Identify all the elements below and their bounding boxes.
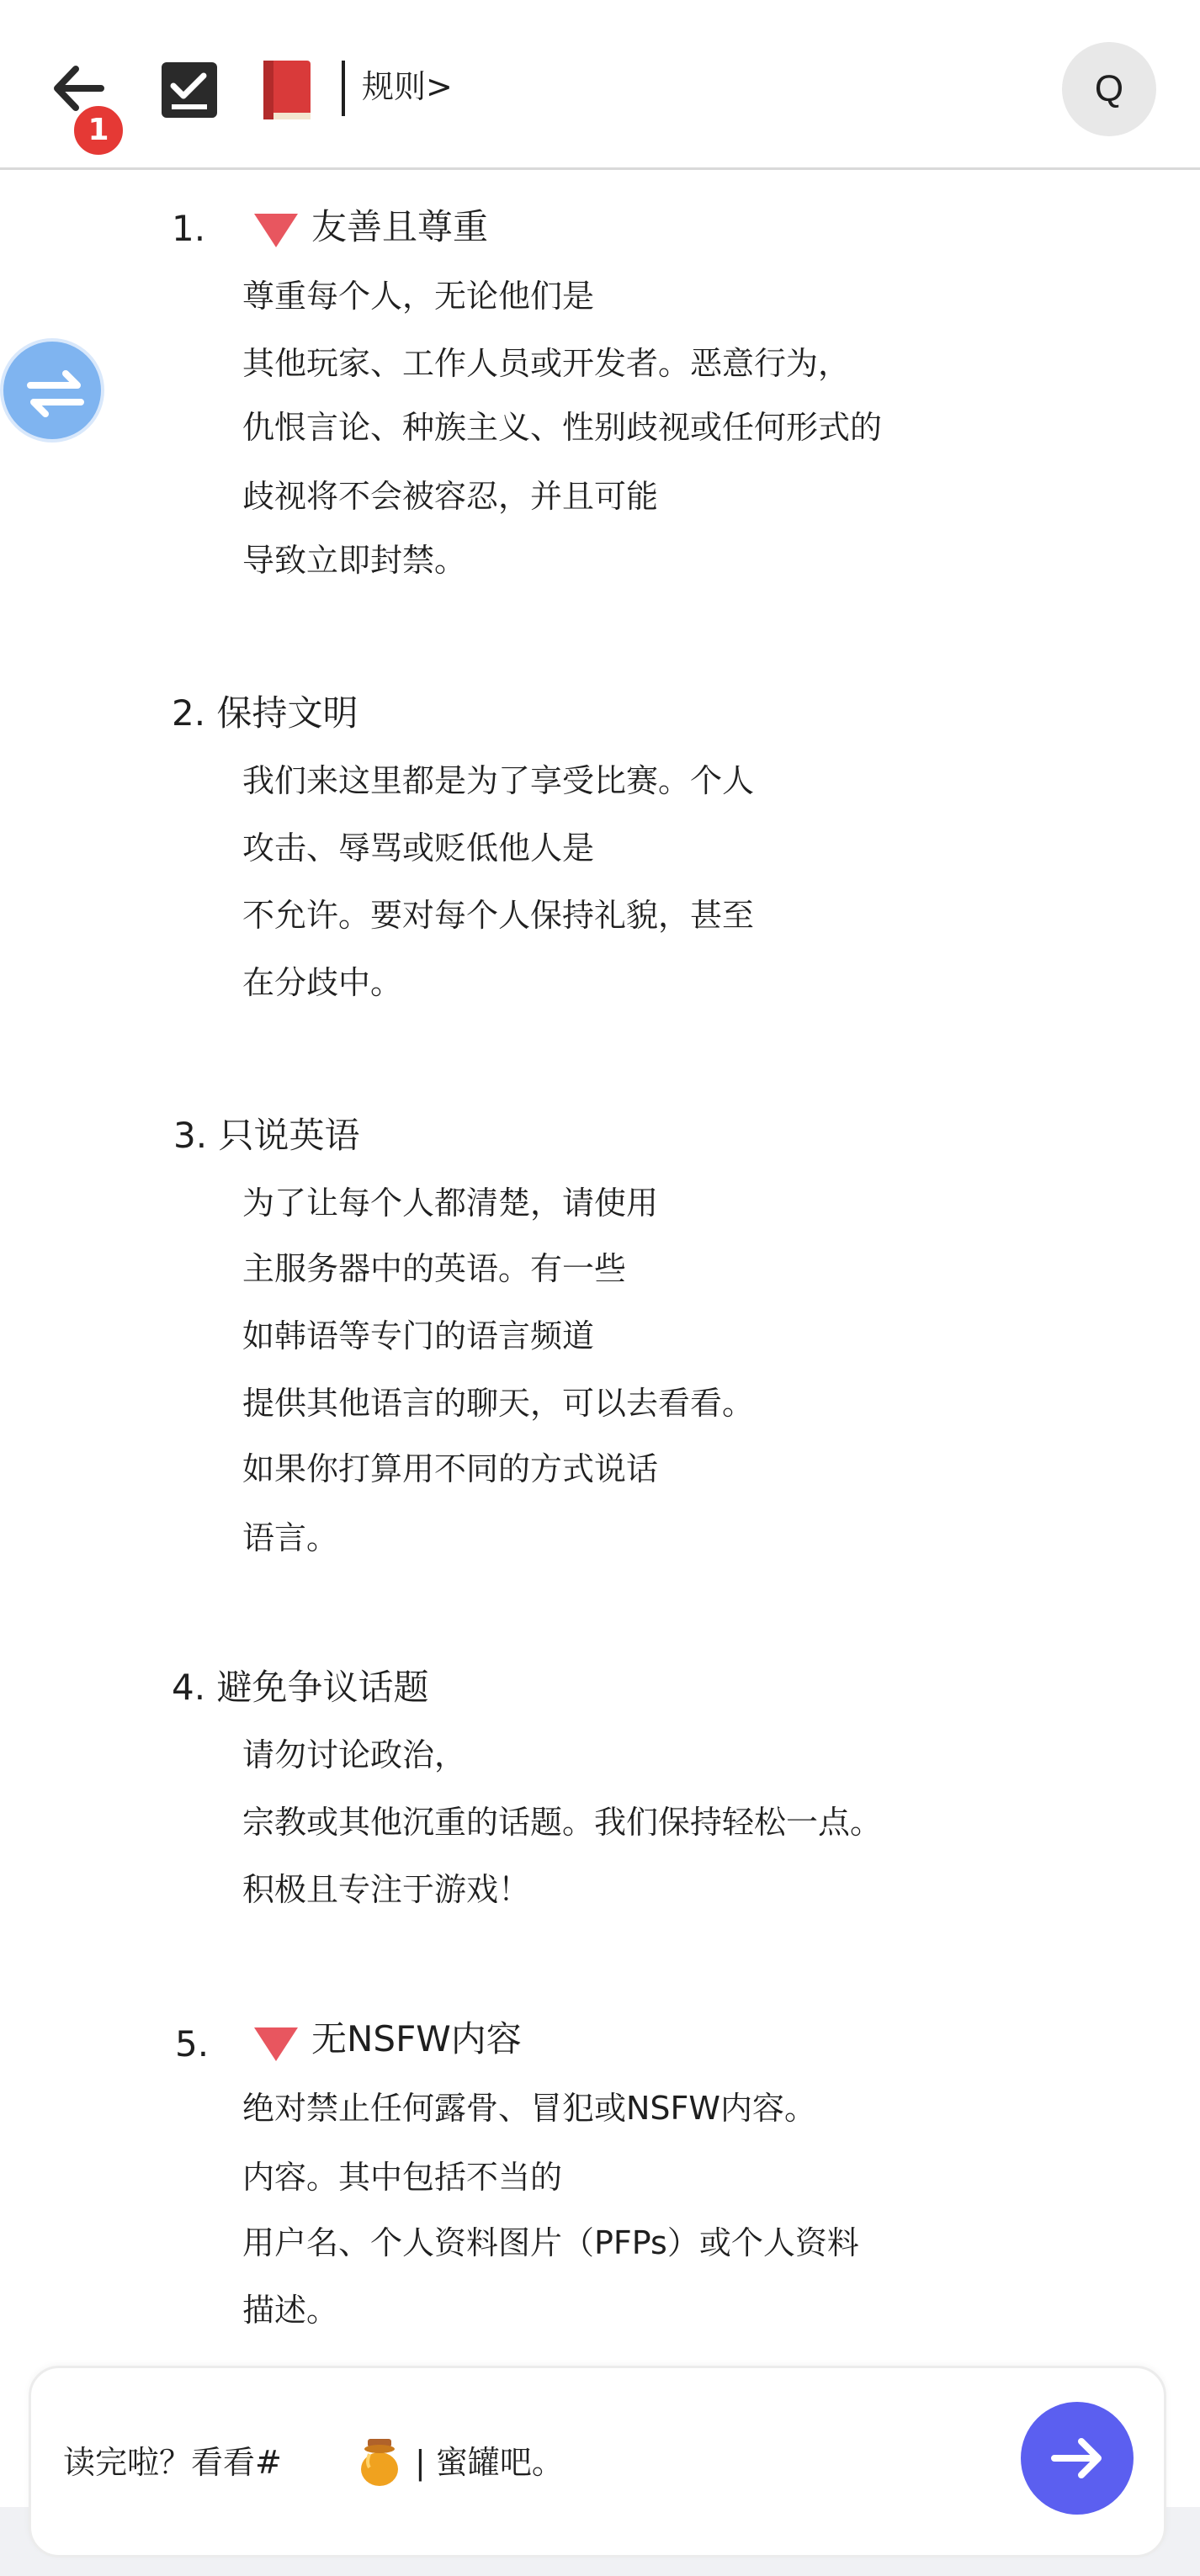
rule-number: 3. xyxy=(173,1115,208,1156)
rule-text-line: 如韩语等专门的语言频道 xyxy=(242,1317,595,1354)
rule-title: 避免争议话题 xyxy=(216,1667,429,1708)
composer-text-after: | 蜜罐吧。 xyxy=(415,2444,564,2481)
rule-title: 保持文明 xyxy=(216,692,358,734)
rule-text-line: 如果你打算用不同的方式说话 xyxy=(242,1450,659,1487)
breadcrumb[interactable]: 规则> xyxy=(362,68,453,105)
rule-text-line: 内容。其中包括不当的 xyxy=(242,2159,563,2196)
rule-title: 无NSFW内容 xyxy=(311,2018,522,2059)
rule-text-line: 不允许。要对每个人保持礼貌，甚至 xyxy=(242,897,755,934)
rule-text-line: 歧视将不会被容忍，并且可能 xyxy=(242,478,659,515)
rule-text-line: 提供其他语言的聊天，可以去看看。 xyxy=(242,1385,755,1422)
search-button[interactable]: Q xyxy=(1062,42,1156,136)
rule-number: 1. xyxy=(172,208,206,249)
rule-text-line: 主服务器中的英语。有一些 xyxy=(242,1250,627,1287)
rule-text-line: 仇恨言论、种族主义、性别歧视或任何形式的 xyxy=(242,409,883,446)
rule-title: 只说英语 xyxy=(218,1115,360,1156)
rule-text-line: 积极且专注于游戏！ xyxy=(242,1871,531,1908)
message-composer[interactable] xyxy=(29,2366,1166,2557)
top-bar xyxy=(0,0,1200,170)
header-divider xyxy=(342,61,345,116)
rule-number: 2. xyxy=(172,692,206,734)
rule-text-line: 导致立即封禁。 xyxy=(242,542,467,579)
arrow-right-icon xyxy=(1048,2429,1107,2488)
rule-text-line: 语言。 xyxy=(242,1519,339,1556)
book-icon[interactable] xyxy=(257,57,316,125)
rule-text-line: 在分歧中。 xyxy=(242,964,403,1001)
rule-heading xyxy=(173,1112,359,1159)
rule-text-line: 绝对禁止任何露骨、冒犯或NSFW内容。 xyxy=(242,2090,816,2127)
swap-icon xyxy=(22,367,89,421)
notification-badge: 1 xyxy=(71,103,126,158)
rule-text-line: 用户名、个人资料图片（PFPs）或个人资料 xyxy=(242,2224,859,2261)
rule-text-line: 尊重每个人，无论他们是 xyxy=(242,278,595,315)
rule-number: 4. xyxy=(172,1667,206,1708)
composer-text-before: 读完啦？看看# xyxy=(63,2444,282,2481)
rule-number: 5. xyxy=(175,2023,210,2065)
red-triangle-icon xyxy=(254,2027,298,2061)
rule-text-line: 我们来这里都是为了享受比赛。个人 xyxy=(242,762,755,799)
rule-text-line: 其他玩家、工作人员或开发者。恶意行为， xyxy=(242,345,851,382)
swap-button[interactable] xyxy=(0,338,104,443)
rule-text-line: 描述。 xyxy=(242,2292,339,2329)
rule-text-line: 攻击、辱骂或贬低他人是 xyxy=(242,830,595,867)
rule-heading xyxy=(172,1664,428,1711)
honey-pot-icon xyxy=(358,2437,401,2488)
checklist-icon[interactable] xyxy=(160,61,222,123)
rule-text-line: 宗教或其他沉重的话题。我们保持轻松一点。 xyxy=(242,1804,883,1841)
rule-title: 友善且尊重 xyxy=(311,206,489,247)
rule-heading xyxy=(172,690,358,737)
send-button[interactable] xyxy=(1021,2402,1134,2515)
red-triangle-icon xyxy=(254,214,298,247)
rule-text-line: 请勿讨论政治， xyxy=(242,1736,467,1773)
rule-text-line: 为了让每个人都清楚，请使用 xyxy=(242,1185,659,1222)
